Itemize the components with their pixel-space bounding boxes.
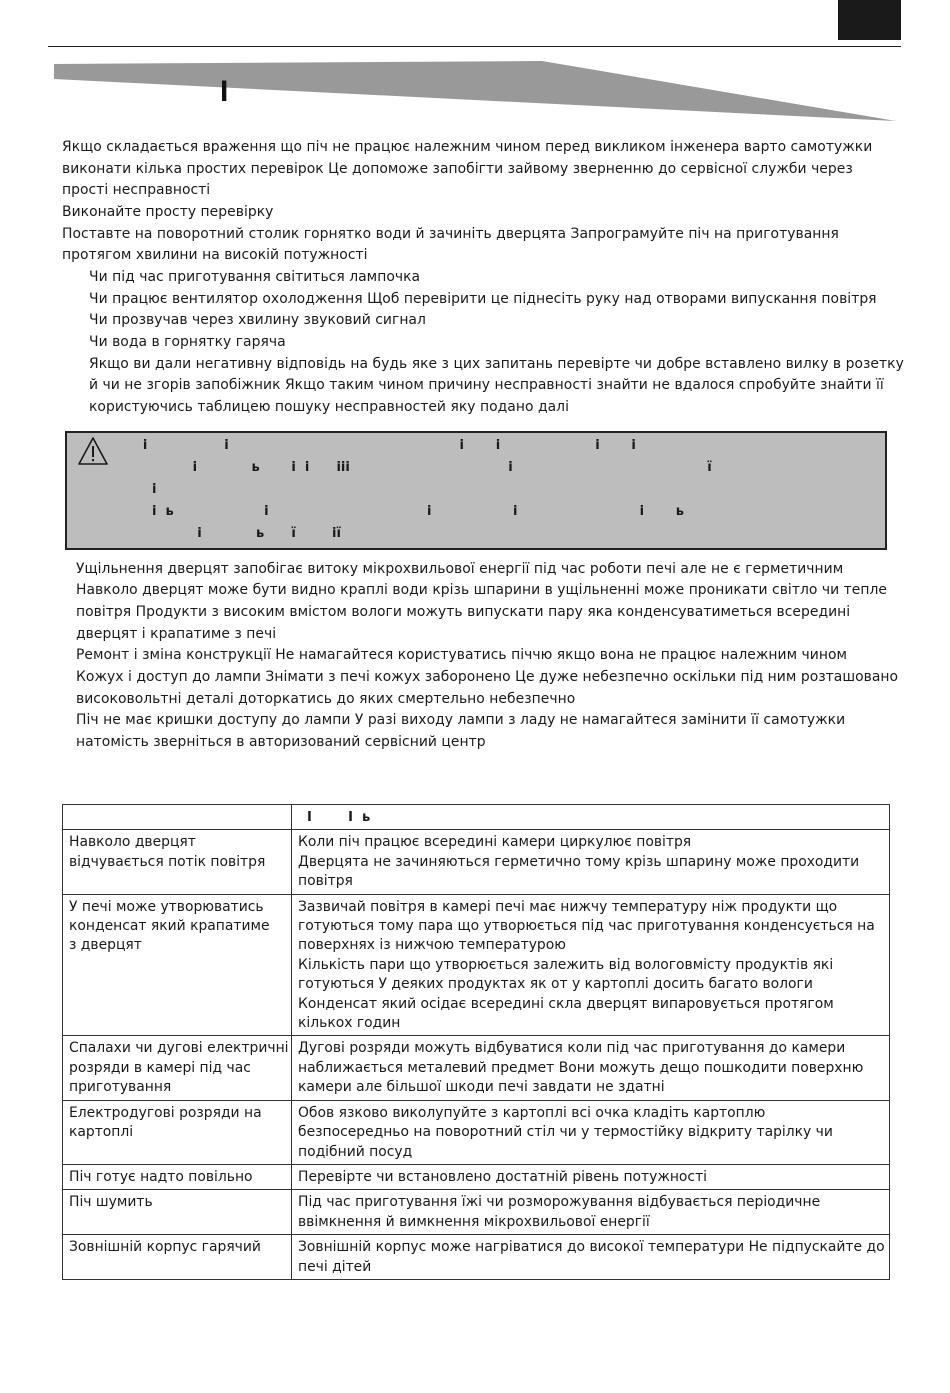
problem-cell xyxy=(63,894,292,1036)
checklist-item: Якщо ви дали негативну відповідь на будь яке з цих запитань перевірте чи добре вставлено вилку в розетку xyxy=(89,356,904,372)
explanation-cell xyxy=(292,894,890,1036)
note-line: Ремонт і зміна конструкції Не намагайтеся користуватись піччю якщо вона не працює належним чином xyxy=(76,647,848,663)
table-row xyxy=(63,1235,890,1280)
warning-line: і xyxy=(75,482,157,497)
cell-text: ввімкнення й вимкнення мікрохвильової енергії xyxy=(298,1213,650,1230)
cell-text: розряди в камері під час xyxy=(69,1059,251,1076)
warning-line: і і і і і і xyxy=(75,438,636,453)
warning-line: і ь і і і і ь xyxy=(75,504,684,519)
top-rule xyxy=(48,46,901,47)
banner-shape xyxy=(54,61,896,121)
warning-line: і ь ї ії xyxy=(75,526,341,541)
table-row xyxy=(63,830,890,894)
checklist-item: Чи прозвучав через хвилину звуковий сигнал xyxy=(89,312,426,328)
cell-text: Навколо дверцят xyxy=(69,834,196,851)
cell-text: У печі може утворюватись xyxy=(69,898,264,915)
cell-text: камери але більшої шкоди печі завдати не здатні xyxy=(298,1079,665,1096)
cell-text: Дугові розряди можуть відбуватися коли під час приготування до камери xyxy=(298,1040,846,1057)
header-explanation: І І ь xyxy=(292,805,890,830)
cell-text: Під час приготування їжі чи розморожування відбувається періодичне xyxy=(298,1194,821,1211)
cell-text: повітря xyxy=(298,873,353,890)
cell-text: Конденсат який осідає всередині скла дверцят випаровується протягом xyxy=(298,995,834,1012)
explanation-cell xyxy=(292,1036,890,1100)
cell-text: картоплі xyxy=(69,1124,134,1141)
cell-text: Зовнішній корпус може нагріватися до високої температури Не підпускайте до xyxy=(298,1239,885,1256)
cell-text: відчувається потік повітря xyxy=(69,853,266,870)
cell-text: Обов язково виколупуйте з картоплі всі очка кладіть картоплю xyxy=(298,1104,766,1121)
intro-line: прості несправності xyxy=(62,182,211,198)
cell-text: Перевірте чи встановлено достатній рівень потужності xyxy=(298,1168,708,1185)
cell-text: Зовнішній корпус гарячий xyxy=(69,1239,261,1256)
checklist-item: користуючись таблицею пошуку несправностей яку подано далі xyxy=(89,399,569,415)
header-problem xyxy=(63,805,292,830)
section-banner xyxy=(54,61,896,121)
note-line: Навколо дверцят може бути видно краплі води крізь шпарини в ущільненні може проникати світло чи тепле xyxy=(76,582,887,598)
intro-line: Якщо складається враження що піч не працює належним чином перед викликом інженера варто самотужки xyxy=(62,139,873,155)
intro-line: Поставте на поворотний столик горнятко води й зачиніть дверцята Запрограмуйте піч на приготування xyxy=(62,226,839,242)
cell-text: Кількість пари що утворюється залежить від вологовмісту продуктів які xyxy=(298,956,834,973)
cell-text: безпосередньо на поворотний стіл чи у термостійку відкриту тарілку чи xyxy=(298,1124,833,1141)
checklist-item: Чи під час приготування світиться лампочка xyxy=(89,269,421,285)
cell-text: конденсат який крапатиме xyxy=(69,918,270,935)
note-line: Кожух і доступ до лампи Знімати з печі кожух заборонено Це дуже небезпечно оскільки під ним розташовано xyxy=(76,669,899,685)
explanation-cell xyxy=(292,1235,890,1280)
warning-box xyxy=(65,431,887,550)
cell-text: поверхнях із нижчою температурою xyxy=(298,937,566,954)
cell-text: приготування xyxy=(69,1079,172,1096)
cell-text: кількох годин xyxy=(298,1015,401,1032)
problem-cell xyxy=(63,1190,292,1235)
explanation-cell xyxy=(292,1164,890,1189)
cell-text: готуються тому пара що утворюється під час приготування конденсується на xyxy=(298,918,875,935)
cell-text: Дверцята не зачиняються герметично тому крізь шпарину може проходити xyxy=(298,853,860,870)
language-tab xyxy=(838,0,901,40)
problem-cell xyxy=(63,1100,292,1164)
cell-text: Піч готує надто повільно xyxy=(69,1168,253,1185)
table-row xyxy=(63,1036,890,1100)
explanation-cell xyxy=(292,830,890,894)
note-line: повітря Продукти з високим вмістом вологи можуть випускати пару яка конденсуватиметься всередині xyxy=(76,604,851,620)
cell-text: подібний посуд xyxy=(298,1143,413,1160)
intro-line: виконати кілька простих перевірок Це допоможе запобігти зайвому зверненню до сервісної служби через xyxy=(62,161,853,177)
note-line: Піч не має кришки доступу до лампи У разі виходу лампи з ладу не намагайтеся замінити її самотужки xyxy=(76,712,846,728)
table-row xyxy=(63,1100,890,1164)
troubleshooting-table xyxy=(62,804,890,1280)
problem-cell xyxy=(63,1235,292,1280)
cell-text: Спалахи чи дугові електричні xyxy=(69,1040,289,1057)
intro-line: Виконайте просту перевірку xyxy=(62,204,274,220)
note-line: дверцят і крапатиме з печі xyxy=(76,626,277,642)
table-header-row xyxy=(63,805,890,830)
table-row xyxy=(63,1190,890,1235)
problem-cell xyxy=(63,1036,292,1100)
note-line: високовольтні деталі доторкатись до яких смертельно небезпечно xyxy=(76,691,576,707)
cell-text: наближається металевий предмет Вони можуть дещо пошкодити поверхню xyxy=(298,1059,864,1076)
note-line: натомість зверніться в авторизований сервісний центр xyxy=(76,734,486,750)
cell-text: Коли піч працює всередині камери циркулює повітря xyxy=(298,834,692,851)
checklist-item: Чи вода в горнятку гаряча xyxy=(89,334,286,350)
cell-text: з дверцят xyxy=(69,937,142,954)
cell-text: Електродугові розряди на xyxy=(69,1104,262,1121)
warning-line: і ь і і ііі і ї xyxy=(75,460,712,475)
problem-cell xyxy=(63,830,292,894)
explanation-cell xyxy=(292,1190,890,1235)
cell-text: печі дітей xyxy=(298,1258,372,1275)
checklist-item: Чи працює вентилятор охолодження Щоб перевірити це піднесіть руку над отворами випускання повітря xyxy=(89,291,877,307)
cell-text: Зазвичай повітря в камері печі має нижчу температуру ніж продукти що xyxy=(298,898,838,915)
checklist-item: й чи не згорів запобіжник Якщо таким чином причину несправності знайти не вдалося спробуйте знайти її xyxy=(89,377,884,393)
cell-text: Піч шумить xyxy=(69,1194,153,1211)
note-line: Ущільнення дверцят запобігає витоку мікрохвильової енергії під час роботи печі але не є герметичним xyxy=(76,561,844,577)
intro-line: протягом хвилини на високій потужності xyxy=(62,247,368,263)
explanation-cell xyxy=(292,1100,890,1164)
table-row xyxy=(63,1164,890,1189)
cell-text: готуються У деяких продуктах як от у картоплі досить багато вологи xyxy=(298,976,813,993)
table-row xyxy=(63,894,890,1036)
section-title: І xyxy=(220,75,229,108)
problem-cell xyxy=(63,1164,292,1189)
